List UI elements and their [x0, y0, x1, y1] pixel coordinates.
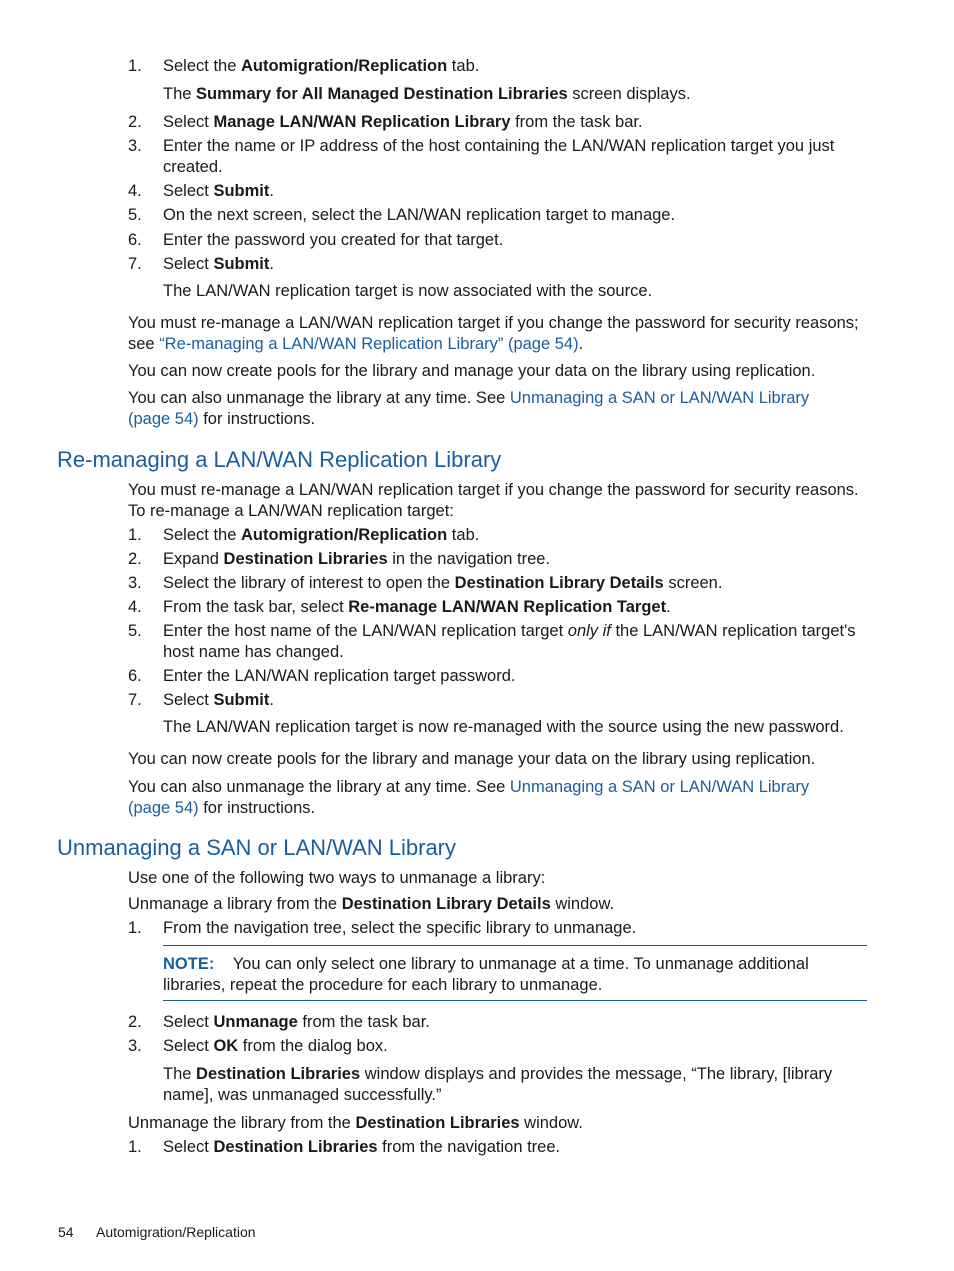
running-footer: Automigration/Replication: [96, 1224, 256, 1240]
step-number: 7.: [128, 255, 142, 273]
step-2: Select Unmanage from the task bar.: [163, 1013, 430, 1031]
step-5: Enter the host name of the LAN/WAN replication target only if the LAN/WAN replication target's host name has changed.: [163, 622, 856, 661]
step-1-result: The Summary for All Managed Destination Libraries screen displays.: [163, 85, 691, 103]
step-number: 7.: [128, 691, 142, 709]
step-number: 2.: [128, 1013, 142, 1031]
step-number: 4.: [128, 598, 142, 616]
step-number: 1.: [128, 57, 142, 75]
step-7: Select Submit.: [163, 255, 274, 273]
step-number: 1.: [128, 526, 142, 544]
paragraph: You can now create pools for the library and manage your data on the library using replication.: [128, 362, 816, 380]
step-1: Select the Automigration/Replication tab.: [163, 526, 480, 544]
step-number: 2.: [128, 113, 142, 131]
paragraph: You can now create pools for the library and manage your data on the library using replication.: [128, 750, 816, 768]
step-3: Select OK from the dialog box.: [163, 1037, 388, 1055]
step-number: 3.: [128, 137, 142, 155]
step-7-result: The LAN/WAN replication target is now associated with the source.: [163, 282, 653, 300]
step-1: Select the Automigration/Replication tab.: [163, 57, 480, 75]
paragraph: You must re-manage a LAN/WAN replication target if you change the password for security reasons; see “Re-managing a LAN/WAN Replication Library” (page 54).: [128, 314, 859, 353]
paragraph: You can also unmanage the library at any time. See Unmanaging a SAN or LAN/WAN Library (page 54) for instructions.: [128, 389, 810, 428]
paragraph: You must re-manage a LAN/WAN replication target if you change the password for security reasons. To re-manage a LAN/WAN replication target:: [128, 481, 859, 520]
section-heading: Re-managing a LAN/WAN Replication Library: [57, 447, 502, 472]
cross-reference-link[interactable]: Unmanaging a SAN or LAN/WAN Library (page 54): [128, 778, 810, 817]
cross-reference-link[interactable]: Unmanaging a SAN or LAN/WAN Library (page 54): [128, 389, 810, 428]
step-number: 5.: [128, 206, 142, 224]
step-number: 5.: [128, 622, 142, 640]
step-number: 2.: [128, 550, 142, 568]
step-2: Expand Destination Libraries in the navigation tree.: [163, 550, 551, 568]
step-4: From the task bar, select Re-manage LAN/WAN Replication Target.: [163, 598, 671, 616]
step-number: 1.: [128, 919, 142, 937]
step-7: Select Submit.: [163, 691, 274, 709]
step-number: 1.: [128, 1138, 142, 1156]
paragraph: Unmanage the library from the Destination Libraries window.: [128, 1114, 583, 1132]
step-1: From the navigation tree, select the specific library to unmanage.: [163, 919, 637, 937]
section-heading: Unmanaging a SAN or LAN/WAN Library: [57, 835, 457, 860]
note: NOTE: You can only select one library to unmanage at a time. To unmanage additional libraries, repeat the procedure for each library to unmanage.: [163, 955, 809, 994]
step-6: Enter the LAN/WAN replication target password.: [163, 667, 516, 685]
step-1: Select Destination Libraries from the navigation tree.: [163, 1138, 561, 1156]
step-3: Enter the name or IP address of the host containing the LAN/WAN replication target you just created.: [163, 137, 835, 176]
paragraph: Use one of the following two ways to unmanage a library:: [128, 869, 546, 887]
step-3: Select the library of interest to open the Destination Library Details screen.: [163, 574, 723, 592]
step-6: Enter the password you created for that target.: [163, 231, 504, 249]
page-number: 54: [58, 1224, 74, 1240]
step-number: 6.: [128, 231, 142, 249]
step-7-result: The LAN/WAN replication target is now re-managed with the source using the new password.: [163, 718, 844, 736]
cross-reference-link[interactable]: “Re-managing a LAN/WAN Replication Library” (page 54): [159, 335, 579, 353]
paragraph: You can also unmanage the library at any time. See Unmanaging a SAN or LAN/WAN Library (page 54) for instructions.: [128, 778, 810, 817]
step-3-result: The Destination Libraries window displays and provides the message, “The library, [library name], was unmanaged successfully.”: [163, 1065, 833, 1104]
step-number: 3.: [128, 574, 142, 592]
step-5: On the next screen, select the LAN/WAN replication target to manage.: [163, 206, 676, 224]
step-number: 6.: [128, 667, 142, 685]
note-bottom-rule: [163, 1000, 867, 1001]
paragraph: Unmanage a library from the Destination Library Details window.: [128, 895, 615, 913]
note-label: NOTE:: [163, 955, 215, 973]
note-top-rule: [163, 945, 867, 946]
step-number: 3.: [128, 1037, 142, 1055]
step-2: Select Manage LAN/WAN Replication Library from the task bar.: [163, 113, 643, 131]
step-4: Select Submit.: [163, 182, 274, 200]
step-number: 4.: [128, 182, 142, 200]
